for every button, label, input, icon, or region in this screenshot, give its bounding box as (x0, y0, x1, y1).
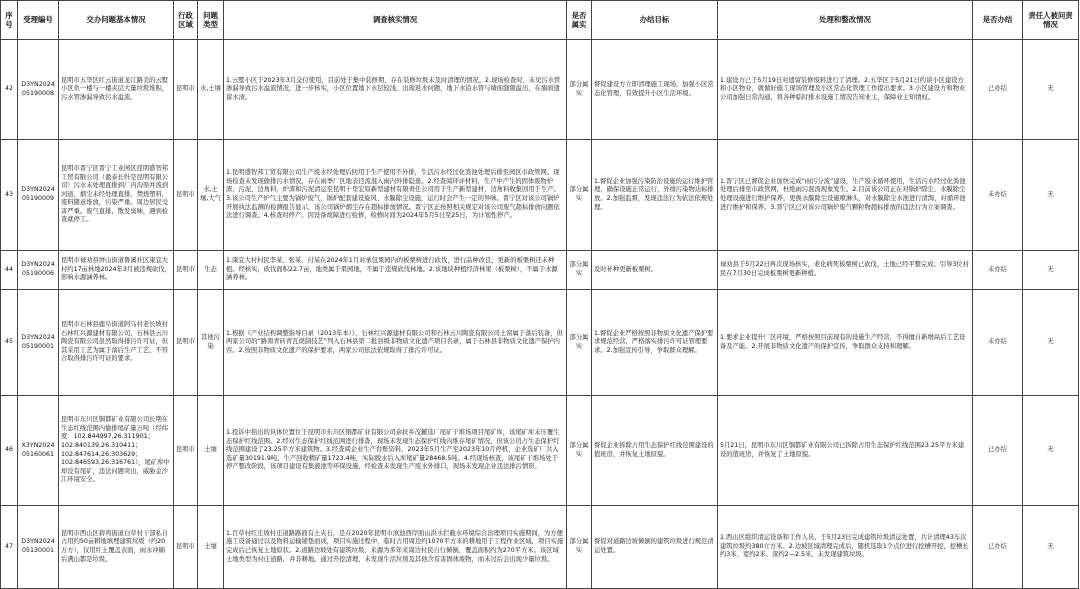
cell-seq: 43 (1, 140, 18, 251)
header-code: 受理编号 (18, 1, 59, 40)
cell-rectification: 5月21日，昆明市东川区铜都矿业有限公司已拆除占用生态保护红线范围23.25平方米建设的值班房，并恢复了土地原貌。 (718, 396, 973, 506)
cell-goal: 1.督促企业加强污染防治设施的运行维护管理，确保设施正常运行，外排污染物达标排放。2.加强监督，发现违法行为依法依规处理。 (592, 140, 718, 251)
cell-code: D3YN2024 05190008 (18, 40, 59, 140)
cell-issue: 昆明市晋宁区晋宁工业园区昆明盛智邦工贸有限公司（盈泰长纤是昆明有限公司）污水未处理直排到厂内沟渠并流到河道，烟尘未经处理直排，焚烧塑料，废料随意堆放，污染严重。周边居民受害严重。废气直排，散发臭味，遇到检查就停工。 (59, 140, 174, 251)
header-issue: 交办问题基本情况 (59, 1, 174, 40)
cell-seq: 46 (1, 396, 18, 506)
cell-issue: 昆明市东川区铜都矿业有限公司长期在生态红线范围内偷排尾矿量万吨（经纬度：102.844997,26.311901；102.840139,26.310411；102.847614,26.303629；102.846593,26.316761），尾矿库中却没有尾矿，违法问题突出，威胁金沙江环境安全。 (59, 396, 174, 506)
cell-verified: 部分属实 (567, 396, 592, 506)
header-accountability: 责任人被问责情况 (1023, 1, 1079, 40)
cell-code: D3YN2024 05190001 (18, 290, 59, 396)
header-goal: 办结目标 (592, 1, 718, 40)
cell-issue: 昆明市五华区红云街道龙江路美的云墅小区负一楼与一楼夹层大量垃圾堆积，污水管渗漏导致污水溢流。 (59, 40, 174, 140)
cell-district: 昆明市 (174, 506, 198, 589)
cell-code: D3YN2024 05130001 (18, 506, 59, 589)
table-row (1, 506, 1079, 589)
cell-rectification: 1.西山区组织清运设备和工作人员，于5月23日完成建筑垃圾清运处置，共计清理43车次建筑垃圾约380立方米。2.边坡区域清理完成后，随机选取1个点位进行挖槽开挖，挖槽长约3米、宽约2米、深约2—2.5米，未发现建筑垃圾。 (718, 506, 973, 589)
cell-code: D3YN2024 05190009 (18, 140, 59, 251)
cell-verified: 部分属实 (567, 40, 592, 140)
cell-rectification: 禄劝县于5月22日再次现场核实，老化病死板栗树已砍伐，土地已经平整完成；引导3位村民在7月30日完成板栗树更新种植。 (718, 251, 973, 290)
cell-seq: 45 (1, 290, 18, 396)
header-seq: 序号 (1, 1, 18, 40)
table-row (1, 290, 1079, 396)
cell-district: 昆明市 (174, 290, 198, 396)
cell-investigation: 1.云墅小区于2023年3月交付使用，目前处于集中装修期，存在装修垃圾未及时清理的情况。2.现场检查时，未见污水管渗漏导致污水溢流情况，进一步核实，小区位置地下水层较浅，出现返水问题，地下水沿水管与墙面缝隙溢出，在墙面遗留水渍。 (224, 40, 567, 140)
cell-closed: 已办结 (973, 506, 1023, 589)
table-row (1, 140, 1079, 251)
cell-accountability: 无 (1023, 40, 1079, 140)
cell-goal: 督促企业拆除占用生态保护红线范围建设的值班房，并恢复土地原貌。 (592, 396, 718, 506)
header-investigation: 调查核实情况 (224, 1, 567, 40)
cell-type: 水,土壤,大气 (198, 140, 224, 251)
cell-goal: 及时补种更新板栗树。 (592, 251, 718, 290)
cell-type: 土壤 (198, 506, 224, 589)
cell-rectification: 1.要求企业提升厂区环境，严格按照目前现有的设施生产经营，不得擅自新增高后工艺设备及产能。2.开展非物质文化遗产的保护宣传，争取群众支持和理解。 (718, 290, 973, 396)
cell-accountability: 无 (1023, 396, 1079, 506)
cell-goal: 督促对道路边坡倾倒的建筑垃圾进行规范清运处置。 (592, 506, 718, 589)
cell-goal: 1.督促企业严格按照非物质文化遗产保护要求规范经营，严格落实排污许可证管理要求。2.加强宣传引导，争取群众理解。 (592, 290, 718, 396)
cell-rectification: 1.建设方已于5月19日对遗留装修废料进行了清理。2.五华区于5月21日约谈小区建设方和小区物业，就做好施工现场管理及小区常态化管理工作提出要求。3.小区建设方和物业公司加强日常沟通，将各种临时排水设施工情况告知业主，保障业主知情权。 (718, 40, 973, 140)
cell-accountability: 无 (1023, 290, 1079, 396)
header-district: 行政区域 (174, 1, 198, 40)
header-type: 问题类型 (198, 1, 224, 40)
table-row (1, 40, 1079, 140)
cell-code: D3YN2024 05190006 (18, 251, 59, 290)
table-row (1, 396, 1079, 506)
cell-district: 昆明市 (174, 251, 198, 290)
cell-closed: 未办结 (973, 140, 1023, 251)
cell-issue: 昆明市西山区碧鸡街道白草村干部私自占用约50亩耕地填埋建筑垃圾（约20万方），仅用红土覆盖表面，雨水冲刷后满山都是垃圾。 (59, 506, 174, 589)
header-verified: 是否属实 (567, 1, 592, 40)
cell-type: 土壤 (198, 396, 224, 506)
cell-closed: 已办结 (973, 40, 1023, 140)
cell-verified: 部分属实 (567, 506, 592, 589)
cell-investigation: 1.昆明盛智邦工贸有限公司生产废水经处理后回用于生产使用不外排，生活污水经过化粪池处理后排至园区市政管网。现场检查未发现偷排污水情况，存在雨季厂区地表径流混入雨内外排隐患。2.经查阅环评材料，生产中产生的固体废物炉渣、污泥、边角料，炉渣和污泥清运至昆明十里宏原新型建材有限责任公司用于生产新型建材，边角料收集回用于生产。3.该公司生产炉气主要为锅炉废气，锅炉配套建设旋风、水膜除尘设施，运行时会产生一定的异味。晋宁区对该公司锅炉开展执法监测的检测报告显示，该公司锅炉烟尘存在超标排放情况。晋宁区正按照相关规定对该公司废气超标排放问题依法进行调查。4.核查时停产。因设备故障进行检修，检修时间为2024年5月5日至25日，为计划性停产。 (224, 140, 567, 251)
cell-investigation: 1.投诉中指出的具体位置位于昆明市东川区铜都矿业有限公司余扶乡茂麓选厂尾矿干堆场项目尾矿库，该尾矿库未压覆生态保护红线范围。2.经对生态保护红线范围进行排查，现场未发现生态保护红线内堆存尾矿情况，但该公司占生态保护红线范围建设了23.25平方米建筑物。3.经查阅企业生产台账资料，2023年5月生产至2023年10月停机，企业选矿厂共入选矿量30191.9吨，生产回收精矿量1723.4吨，实际脱水后入库尾矿量28468.5吨。4.经现场核查，该尾矿干堆场处于停产整改阶段，该项目建设有集液池等环保设施，经检查未发现生产废水外排口，现场未发现企业违法排污情形。 (224, 396, 567, 506)
cell-accountability: 无 (1023, 506, 1079, 589)
cell-seq: 42 (1, 40, 18, 140)
cell-code: X3YN2024 05160061 (18, 396, 59, 506)
cell-closed: 未办结 (973, 251, 1023, 290)
cell-district: 昆明市 (174, 40, 198, 140)
cell-verified: 部分属实 (567, 290, 592, 396)
table-row (1, 251, 1079, 290)
cell-type: 水,土壤 (198, 40, 224, 140)
cell-accountability: 无 (1023, 140, 1079, 251)
header-rectification: 处理和整改情况 (718, 1, 973, 40)
cell-rectification: 1.晋宁区已督促企业加快完成“雨污分流”建设，生产废水循环使用，生活污水经过化粪池处理后排至市政管网，杜绝雨污混流现象发生。2.目前该公司正在对锅炉除尘、水膜除尘处理设施进行维护保养，更换水膜除尘设施喷淋头，对水膜除尘水池进行清淘，对循环池进行维护和保养。3.晋宁区已对该公司锅炉废气颗粒物超标排放的违法行为立案调查。 (718, 140, 973, 251)
header-closed: 是否办结 (973, 1, 1023, 40)
cell-investigation: 1.百草村红庄坡村庄道路路面有土夹石，是在2020年昆明市滇池西岸面山洪水拦截水环境综合治理项目实施期间，为方便施工设备通过以及物料运输铺垫而成，项目实施过程中，临时占用周边约1070平方米的耕地用于工程作业区域，项目实施完成后已恢复土地原状。2.道路边坡处有建筑垃圾，来源为多年来周边村民自行倾倒，覆盖面积约为270平方米。该区域土地类型为村庄道路，并非耕地。通过开挖清理，未发现生活垃圾及其他含有害固体废物，而未过后会出现少量垃圾。 (224, 506, 567, 589)
cell-type: 其他污染 (198, 290, 224, 396)
cell-investigation: 1.根据《产业结构调整指导目录（2013年本）》，石林红兴源建材有限公司和石林云川陶瓷有限公司土窑属于落后装备，但两家公司的“路南青砖青瓦烧制技艺”列入石林县第二批县级非物质文化遗产项目名录，属于石林县非物质文化遗产保护内容。2.按照非物质文化遗产的保护要求，两家公司依法依规取得了排污许可证。 (224, 290, 567, 396)
cell-district: 昆明市 (174, 140, 198, 251)
cell-type: 生态 (198, 251, 224, 290)
table-header-row (1, 1, 1079, 40)
cell-issue: 昆明市石林县鹿阜街道阿乌村老长坡村石林红兴源建材有限公司、石林县云川陶瓷有限公司虽然取得排污许可证，但其采用工艺为属于落后生产工艺，不符合取得排污许可证的要求。 (59, 290, 174, 396)
cell-closed: 已办结 (973, 396, 1023, 506)
cell-accountability: 无 (1023, 251, 1079, 290)
cell-seq: 44 (1, 251, 18, 290)
cell-verified: 部分属实 (567, 140, 592, 251)
cell-closed: 未办结 (973, 290, 1023, 396)
cell-goal: 督促建设方立即清理施工现场，加强小区常态化管理，有效提升小区生活环境。 (592, 40, 718, 140)
cell-seq: 47 (1, 506, 18, 589)
cell-verified: 部分属实 (567, 251, 592, 290)
cell-investigation: 1.康宜大村村民李某、张某、付某在2024年1月对承包果园内的板栗树进行砍伐，进行品种改良，更新的板栗树还未种植。经核实，砍伐面积22.7亩，地类属于果园地，不属于违规砍伐林地。2.该地块种植经济林果（板栗树），不属于水源涵养林。 (224, 251, 567, 290)
cell-issue: 昆明市禄劝县屏山街道鲁溪社区康宜大村约17亩林地2024年3月被违规砍伐，影响水源涵养林。 (59, 251, 174, 290)
cell-district: 昆明市 (174, 396, 198, 506)
